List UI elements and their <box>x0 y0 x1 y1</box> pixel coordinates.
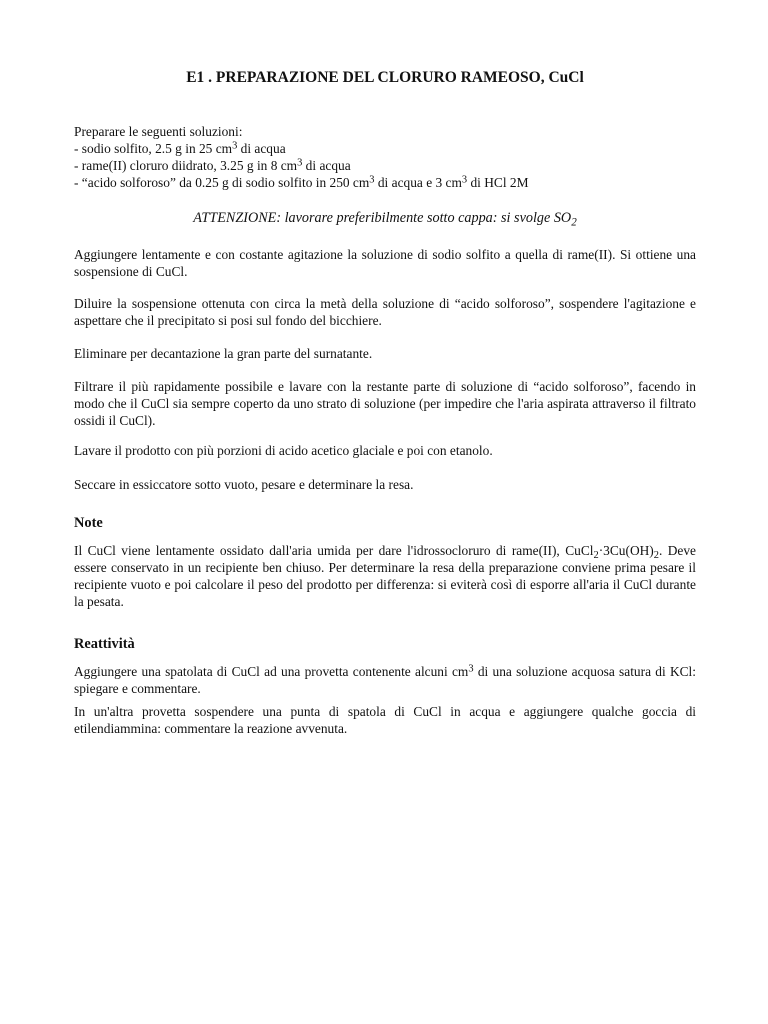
solutions-intro: Preparare le seguenti soluzioni: <box>74 124 243 139</box>
procedure-paragraph: Diluire la sospensione ottenuta con circa la metà della soluzione di “acido solforoso”, sospendere l'agitazione e aspettare che il precipitato si posi sul fondo del bicchiere. <box>74 296 696 328</box>
reactivity-paragraph: In un'altra provetta sospendere una punta di spatola di CuCl in acqua e aggiungere qualche goccia di etilendiammina: commentare la reazione avvenuta. <box>74 704 696 736</box>
procedure-paragraph: Lavare il prodotto con più porzioni di acido acetico glaciale e poi con etanolo. <box>74 443 493 458</box>
solution-item: - “acido solforoso” da 0.25 g di sodio solfito in 250 $cm^3$ di acqua e 3 $cm^3$ di HCl 2M <box>74 174 529 190</box>
attention-warning: ATTENZIONE: lavorare preferibilmente sotto cappa: si svolge $SO_2$ <box>193 210 577 229</box>
procedure-paragraph: Eliminare per decantazione la gran parte del surnatante. <box>74 346 373 361</box>
solution-item: - rame(II) cloruro diidrato, 3.25 g in 8 $cm^3$ di acqua <box>74 157 351 173</box>
procedure-paragraph: Seccare in essiccatore sotto vuoto, pesare e determinare la resa. <box>74 477 414 492</box>
reactivity-heading: Reattività <box>74 636 135 652</box>
solution-item: - sodio solfito, 2.5 g in 25 $cm^3$ di acqua <box>74 140 286 156</box>
document-title: E1 . PREPARAZIONE DEL CLORURO RAMEOSO, CuCl <box>186 69 584 86</box>
procedure-paragraph: Filtrare il più rapidamente possibile e lavare con la restante parte di soluzione di “acido solforoso”, facendo in modo che il CuCl sia sempre coperto da uno strato di soluzione (per impedire che l'aria aspirata attraverso il filtrato ossidi il CuCl). <box>74 379 696 428</box>
note-heading: Note <box>74 515 103 531</box>
solutions-list <box>74 123 529 191</box>
procedure-paragraph: Aggiungere lentamente e con costante agitazione la soluzione di sodio solfito a quella di rame(II). Si ottiene una sospensione di CuCl. <box>74 247 696 279</box>
reactivity-paragraph: Aggiungere una spatolata di CuCl ad una provetta contenente alcuni $cm^3$ di una soluzione acquosa satura di KCl: spiegare e commentare. <box>74 663 696 696</box>
note-paragraph: Il CuCl viene lentamente ossidato dall'aria umida per dare l'idrossocloruro di rame(II), $CuCl_2\cdot 3Cu(OH)_2$. Deve essere conservato in un recipiente ben chiuso. Per determinare la resa della preparazione conviene prima pesare il recipiente vuoto e poi calcolare il peso del prodotto per differenza: si eviterà così di esporre all'aria il CuCl durante la pesata. <box>74 543 696 609</box>
